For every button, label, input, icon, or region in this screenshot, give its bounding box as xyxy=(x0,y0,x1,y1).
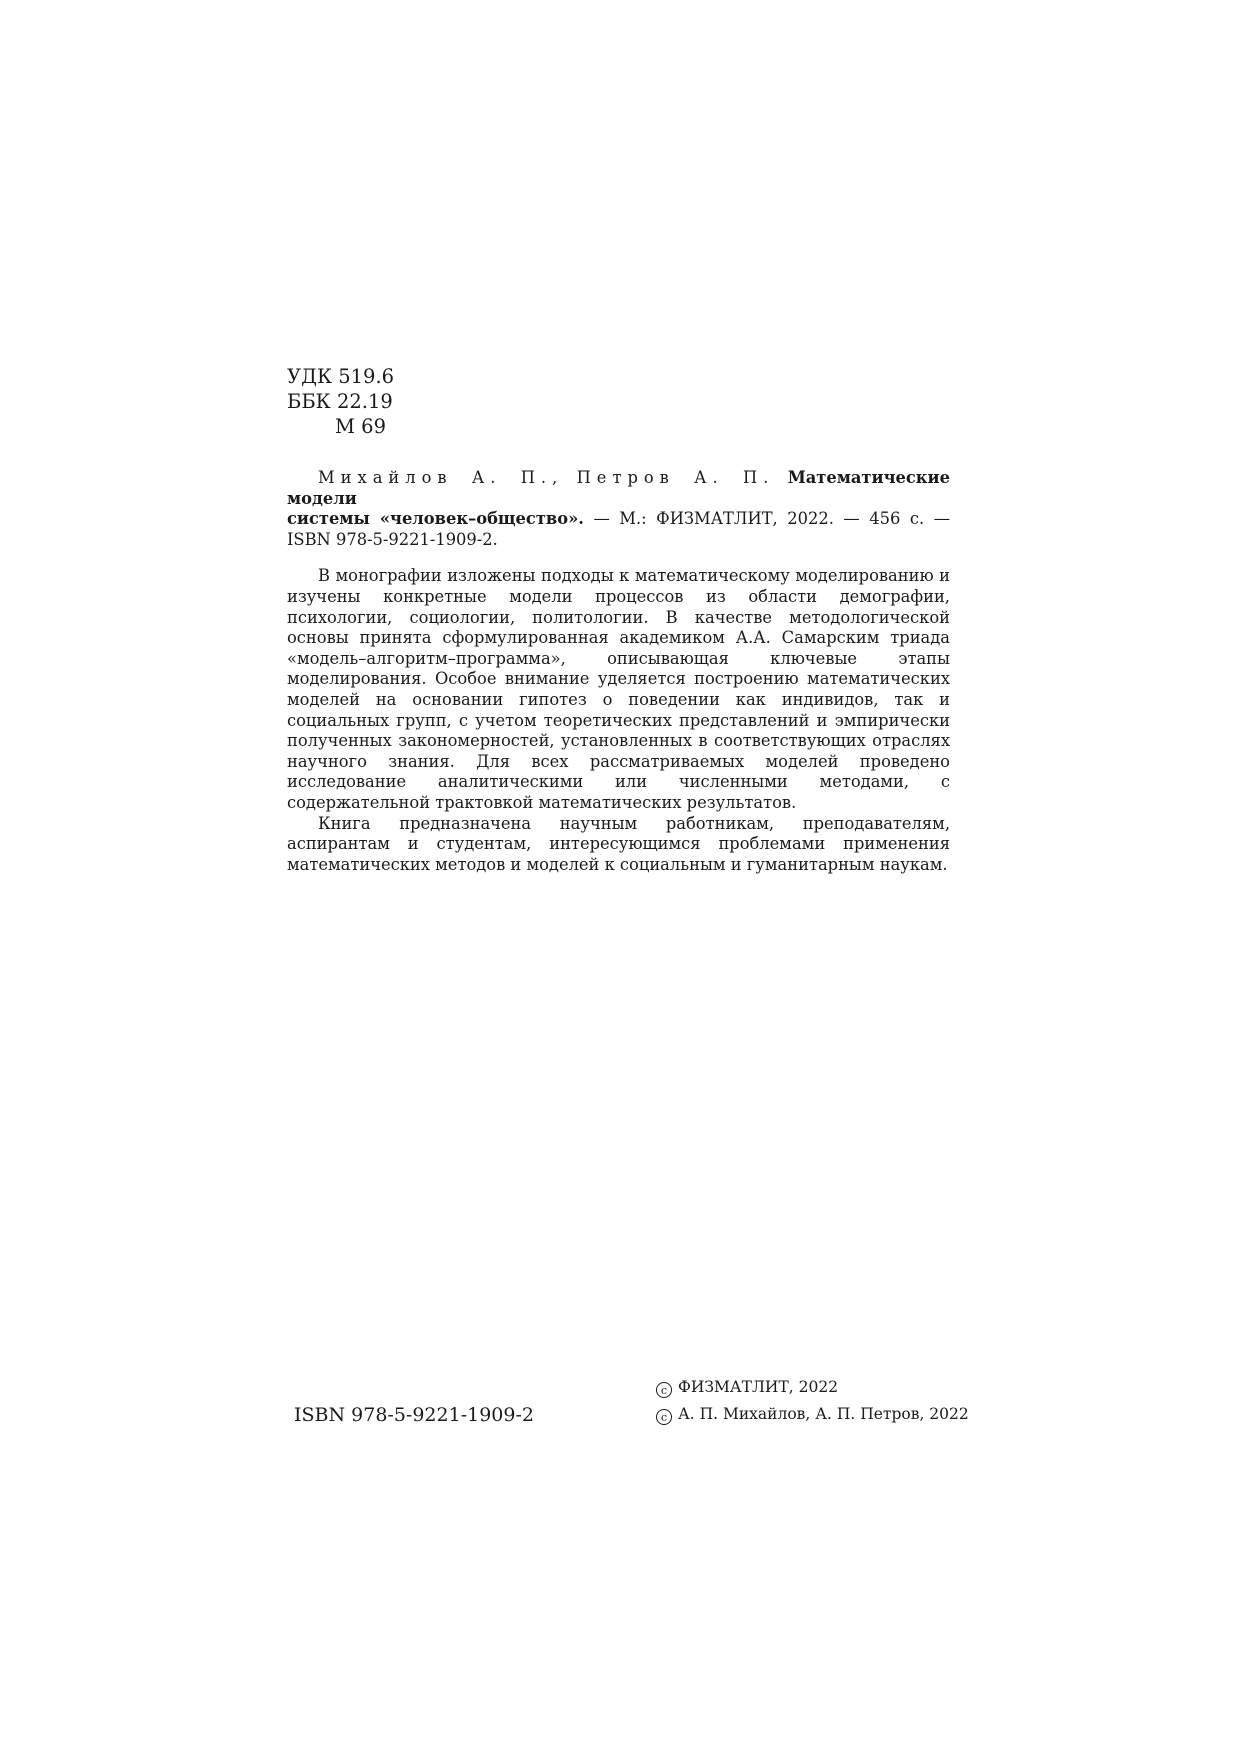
footer-isbn: ISBN 978-5-9221-1909-2 xyxy=(294,1404,534,1426)
abstract-paragraph-1: В монографии изложены подходы к математическому моделированию и изучены конкретные модели процессов из области демографии, психологии, социологии, политологии. В качестве методологической основы принята сформулированная академиком А.А. Самарским триада «модель–алгоритм–программа», описывающая ключевые этапы моделирования. Особое внимание уделяется построению математических моделей на основании гипотез о поведении как индивидов, так и социальных групп, с учетом теоретических представлений и эмпирически полученных закономерностей, установленных в соответствующих отраслях научного знания. Для всех рассматриваемых моделей проведено исследование аналитическими или численными методами, с содержательной трактовкой математических результатов. xyxy=(287,566,950,812)
book-title-part-2: системы «человек–общество». xyxy=(287,509,584,529)
author-mark: М 69 xyxy=(335,415,386,438)
author-2: Петров А. П. xyxy=(576,468,775,487)
book-title-part-1: Математические модели xyxy=(287,468,950,508)
copyright-authors xyxy=(656,1405,969,1425)
annotation-block xyxy=(287,468,950,875)
classification-codes xyxy=(287,364,394,439)
copyright-publisher xyxy=(656,1378,838,1398)
author-1: Михайлов А. П., xyxy=(318,468,564,487)
copyright-icon: c xyxy=(656,1409,672,1425)
copyright-publisher-text: ФИЗМАТЛИТ, 2022 xyxy=(678,1378,839,1396)
copyright-authors-text: А. П. Михайлов, А. П. Петров, 2022 xyxy=(678,1405,969,1423)
publication-info: — М.: ФИЗМАТЛИТ, 2022. — 456 с. — xyxy=(593,509,950,529)
copyright-icon: c xyxy=(656,1382,672,1398)
abstract-paragraph-2: Книга предназначена научным работникам, преподавателям, аспирантам и студентам, интересующимся проблемами применения математических методов и моделей к социальным и гуманитарным наукам. xyxy=(287,813,950,874)
udk-code: УДК 519.6 xyxy=(287,365,395,388)
bibliographic-record xyxy=(287,468,950,550)
isbn-record: ISBN 978-5-9221-1909-2. xyxy=(287,529,498,549)
bbk-code: ББК 22.19 xyxy=(287,390,393,413)
